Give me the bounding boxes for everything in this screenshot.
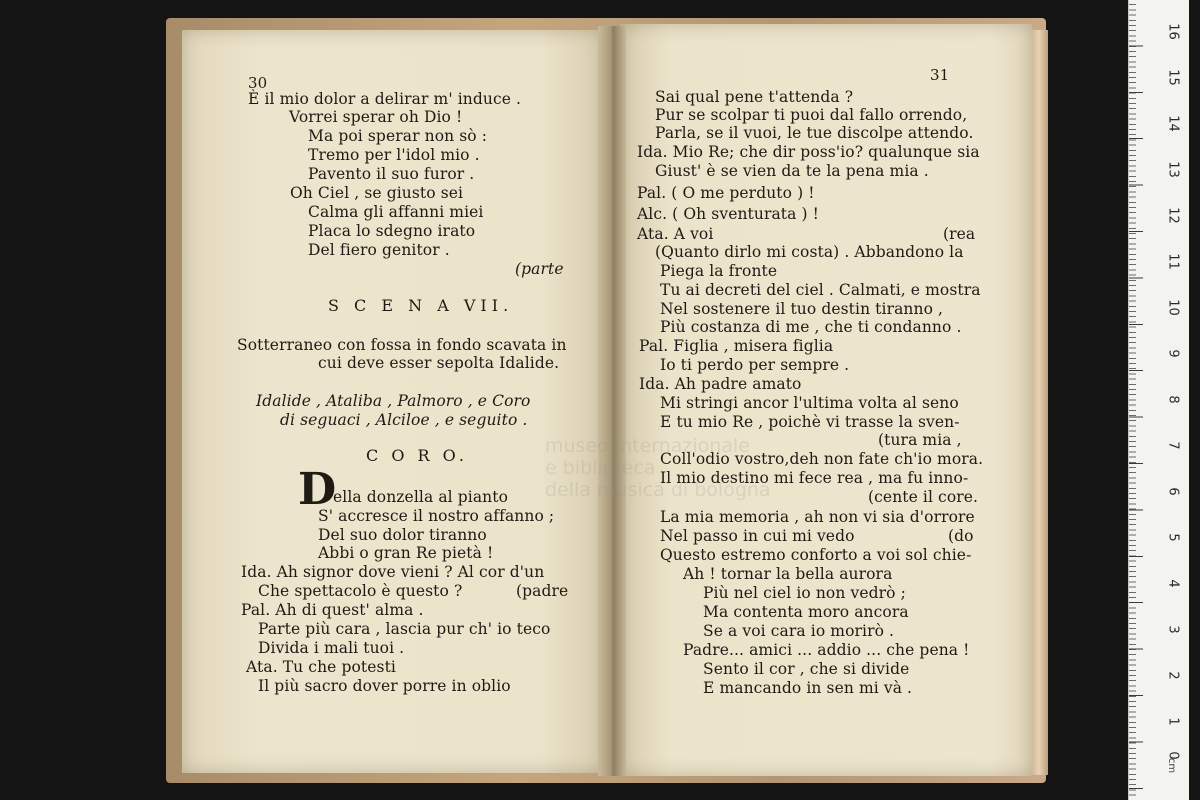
dialogue-carryover: (cente il core. xyxy=(868,488,979,506)
dialogue-line: Pal. ( O me perduto ) ! xyxy=(637,184,815,202)
scene-setting-line: cui deve esser sepolta Idalide. xyxy=(318,354,560,372)
ruler-label: 1 xyxy=(1165,717,1181,726)
verse-line: È il mio dolor a delirar m' induce . xyxy=(248,90,522,108)
verse-line: ella donzella al pianto xyxy=(333,488,509,506)
book-gutter xyxy=(598,26,626,776)
dialogue-line: Nel passo in cui mi vedo xyxy=(660,527,855,545)
ruler-label: 12 xyxy=(1165,207,1181,224)
dialogue-line: Pur se scolpar ti puoi dal fallo orrendo, xyxy=(655,106,968,124)
ruler-label: 15 xyxy=(1165,69,1181,86)
dialogue-line: Parla, se il vuoi, le tue discolpe attendo. xyxy=(655,124,974,142)
verse-line: Calma gli affanni miei xyxy=(308,203,484,221)
verse-line: Padre... amici ... addio ... che pena ! xyxy=(683,641,970,659)
dialogue-line: Pal. Ah di quest' alma . xyxy=(241,601,424,619)
scene-title: S C E N A VII. xyxy=(328,296,514,315)
dialogue-line: (Quanto dirlo mi costa) . Abbandono la xyxy=(655,243,964,261)
ruler-label: 7 xyxy=(1165,441,1181,450)
dialogue-line: Coll'odio vostro,deh non fate ch'io mora. xyxy=(660,450,984,468)
scene-setting-line: Sotterraneo con fossa in fondo scavata in xyxy=(237,336,567,354)
verse-line: Del fiero genitor . xyxy=(308,241,450,259)
ruler-label: 14 xyxy=(1165,115,1181,132)
dialogue-line: E tu mio Re , poichè vi trasse la sven- xyxy=(660,413,960,431)
ruler-label: 6 xyxy=(1165,487,1181,496)
dialogue-line: Alc. ( Oh sventurata ) ! xyxy=(637,205,820,223)
dialogue-carryover: (rea xyxy=(943,225,976,243)
ruler-label: 13 xyxy=(1165,161,1181,178)
dialogue-line: La mia memoria , ah non vi sia d'orrore xyxy=(660,508,975,526)
ruler-label: 10 xyxy=(1165,299,1181,316)
verse-line: Del suo dolor tiranno xyxy=(318,526,487,544)
dialogue-line: Questo estremo conforto a voi sol chie- xyxy=(660,546,972,564)
verse-line: Abbi o gran Re pietà ! xyxy=(318,544,494,562)
dialogue-line: Sai qual pene t'attenda ? xyxy=(655,88,854,106)
ruler-label: 16 xyxy=(1165,23,1181,40)
dialogue-line: Ida. Mio Re; che dir poss'io? qualunque sia xyxy=(637,143,980,161)
dialogue-line: Ata. Tu che potesti xyxy=(246,658,396,676)
verse-line: Se a voi cara io morirò . xyxy=(703,622,895,640)
verse-line: Più nel ciel io non vedrò ; xyxy=(703,584,906,602)
characters-line: Idalide , Ataliba , Palmoro , e Coro xyxy=(256,392,531,410)
ruler-label: 8 xyxy=(1165,395,1181,404)
verse-line: Vorrei sperar oh Dio ! xyxy=(289,108,463,126)
verse-line: Ma poi sperar non sò : xyxy=(308,127,488,145)
book-cover-edge xyxy=(1030,30,1048,775)
verse-line: Pavento il suo furor . xyxy=(308,165,475,183)
dialogue-line: Il più sacro dover porre in oblio xyxy=(258,677,511,695)
page-number-left: 30 xyxy=(248,74,268,92)
stamp-line: museo internazionale xyxy=(545,435,750,457)
page-number-right: 31 xyxy=(930,66,950,84)
dialogue-line: Ida. Ah padre amato xyxy=(639,375,802,393)
ruler-label: 4 xyxy=(1165,579,1181,588)
ruler-unit-label: cm xyxy=(1166,757,1178,774)
dialogue-line: Il mio destino mi fece rea , ma fu inno- xyxy=(660,469,969,487)
dialogue-line: Più costanza di me , che ti condanno . xyxy=(660,318,962,336)
stage-direction-exit: (parte xyxy=(515,260,564,278)
ruler-label: 11 xyxy=(1165,253,1181,270)
ruler-label: 0 xyxy=(1165,751,1181,760)
coro-heading: C O R O. xyxy=(366,446,468,465)
dialogue-line: Piega la fronte xyxy=(660,262,778,280)
dialogue-line: Pal. Figlia , misera figlia xyxy=(639,337,834,355)
ruler-label: 5 xyxy=(1165,533,1181,542)
dialogue-line: Io ti perdo per sempre . xyxy=(660,356,850,374)
dialogue-line: Tu ai decreti del ciel . Calmati, e mostra xyxy=(660,281,981,299)
dialogue-line: Ata. A voi xyxy=(637,225,714,243)
verse-line: Placa lo sdegno irato xyxy=(308,222,476,240)
dialogue-line: Divida i mali tuoi . xyxy=(258,639,405,657)
stamp-line: della musica di bologna xyxy=(545,479,771,501)
verse-line: Tremo per l'idol mio . xyxy=(308,146,480,164)
stamp-line: e biblioteca xyxy=(545,457,656,479)
verse-line: S' accresce il nostro affanno ; xyxy=(318,507,555,525)
dialogue-line: Giust' è se vien da te la pena mia . xyxy=(655,162,929,180)
verse-line: E mancando in sen mi và . xyxy=(703,679,913,697)
dialogue-line: Nel sostenere il tuo destin tiranno , xyxy=(660,300,944,318)
ruler-label: 9 xyxy=(1165,349,1181,358)
ruler-label: 3 xyxy=(1165,625,1181,634)
dialogue-line: Ida. Ah signor dove vieni ? Al cor d'un xyxy=(241,563,545,581)
dialogue-carryover: (padre xyxy=(516,582,569,600)
characters-line: di seguaci , Alciloe , e seguito . xyxy=(280,411,528,429)
ruler-label: 2 xyxy=(1165,671,1181,680)
dialogue-line: Parte più cara , lascia pur ch' io teco xyxy=(258,620,551,638)
verse-line: Ah ! tornar la bella aurora xyxy=(683,565,893,583)
verse-line: Oh Ciel , se giusto sei xyxy=(290,184,464,202)
dialogue-line: Che spettacolo è questo ? xyxy=(258,582,463,600)
dialogue-carryover: (do xyxy=(948,527,974,545)
dialogue-carryover: (tura mia , xyxy=(878,431,962,449)
drop-cap: D xyxy=(298,464,337,515)
verse-line: Sento il cor , che si divide xyxy=(703,660,910,678)
dialogue-line: Mi stringi ancor l'ultima volta al seno xyxy=(660,394,959,412)
verse-line: Ma contenta moro ancora xyxy=(703,603,909,621)
